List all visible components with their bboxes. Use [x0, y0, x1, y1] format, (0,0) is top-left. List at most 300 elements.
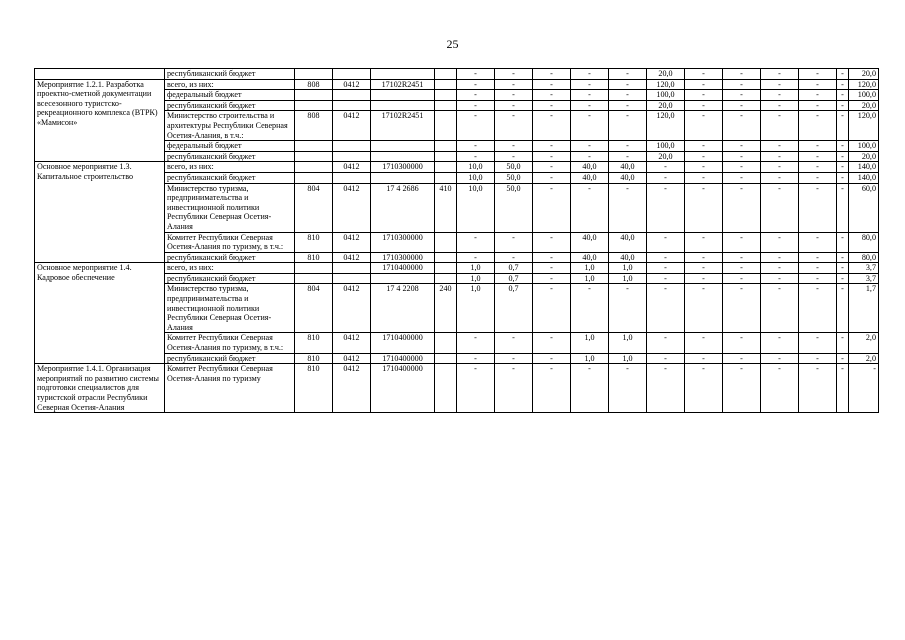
value-cell: - — [495, 333, 533, 353]
value-cell: - — [723, 111, 761, 141]
value-cell: - — [533, 172, 571, 183]
expense-type-cell — [435, 273, 457, 284]
total-cell: 2,0 — [849, 353, 879, 364]
value-cell: 1,0 — [571, 263, 609, 274]
value-cell: 50,0 — [495, 183, 533, 232]
value-cell: - — [799, 162, 837, 173]
value-cell: - — [723, 100, 761, 111]
target-article-cell — [371, 141, 435, 152]
grbs-cell: 810 — [295, 333, 333, 353]
value-cell: - — [571, 79, 609, 90]
measure-cell: Основное мероприятие 1.4. Кадровое обеспечение — [35, 263, 165, 364]
value-cell: - — [685, 79, 723, 90]
target-article-cell: 1710300000 — [371, 252, 435, 263]
value-cell: - — [799, 333, 837, 353]
expense-type-cell — [435, 69, 457, 80]
grbs-cell: 810 — [295, 232, 333, 252]
value-cell: - — [457, 252, 495, 263]
value-cell: - — [533, 263, 571, 274]
value-cell: 50,0 — [495, 162, 533, 173]
total-cell: 3,7 — [849, 273, 879, 284]
table-row — [35, 69, 879, 80]
value-cell: - — [533, 141, 571, 152]
value-cell: - — [457, 141, 495, 152]
value-cell: - — [457, 79, 495, 90]
value-cell: - — [723, 232, 761, 252]
value-cell: - — [723, 183, 761, 232]
value-cell: - — [723, 263, 761, 274]
value-cell: - — [761, 263, 799, 274]
value-cell: - — [533, 252, 571, 263]
source-cell: Министерство туризма, предпринимательства и инвестиционной политики Республики Северная Осетия-Алания — [165, 183, 295, 232]
value-cell: - — [571, 69, 609, 80]
value-cell: - — [685, 353, 723, 364]
value-cell: - — [457, 69, 495, 80]
total-cell: 3,7 — [849, 263, 879, 274]
value-cell: - — [609, 151, 647, 162]
value-cell: - — [457, 353, 495, 364]
grbs-cell: 804 — [295, 183, 333, 232]
value-cell: 1,0 — [609, 273, 647, 284]
section-cell — [333, 263, 371, 274]
total-cell: 20,0 — [849, 69, 879, 80]
value-cell: - — [495, 90, 533, 101]
value-cell: - — [609, 90, 647, 101]
value-cell: 10,0 — [457, 162, 495, 173]
value-cell: - — [723, 69, 761, 80]
value-cell: - — [685, 232, 723, 252]
value-cell: - — [647, 232, 685, 252]
value-cell: - — [723, 284, 761, 333]
section-cell: 0412 — [333, 232, 371, 252]
value-cell: - — [837, 172, 849, 183]
value-cell: - — [761, 100, 799, 111]
value-cell: - — [723, 364, 761, 413]
value-cell: - — [761, 141, 799, 152]
value-cell: - — [799, 353, 837, 364]
value-cell: 0,7 — [495, 273, 533, 284]
section-cell: 0412 — [333, 111, 371, 141]
section-cell: 0412 — [333, 364, 371, 413]
expense-type-cell — [435, 252, 457, 263]
value-cell: - — [647, 364, 685, 413]
total-cell: 1,7 — [849, 284, 879, 333]
value-cell: - — [533, 333, 571, 353]
value-cell: 10,0 — [457, 172, 495, 183]
value-cell: - — [495, 79, 533, 90]
budget-table — [34, 68, 879, 413]
source-cell: республиканский бюджет — [165, 151, 295, 162]
value-cell: 1,0 — [571, 353, 609, 364]
value-cell: - — [647, 252, 685, 263]
value-cell: - — [837, 90, 849, 101]
source-cell: Комитет Республики Северная Осетия-Алания по туризму — [165, 364, 295, 413]
value-cell: - — [533, 364, 571, 413]
value-cell: - — [609, 111, 647, 141]
value-cell: - — [495, 111, 533, 141]
value-cell: - — [837, 252, 849, 263]
value-cell: - — [799, 273, 837, 284]
expense-type-cell — [435, 263, 457, 274]
value-cell: - — [799, 90, 837, 101]
value-cell: - — [685, 90, 723, 101]
value-cell: - — [533, 284, 571, 333]
expense-type-cell — [435, 111, 457, 141]
source-cell: всего, из них: — [165, 263, 295, 274]
value-cell: - — [761, 353, 799, 364]
section-cell — [333, 151, 371, 162]
value-cell: - — [571, 141, 609, 152]
expense-type-cell: 240 — [435, 284, 457, 333]
value-cell: - — [571, 364, 609, 413]
value-cell: - — [609, 79, 647, 90]
total-cell: 100,0 — [849, 141, 879, 152]
value-cell: - — [533, 90, 571, 101]
value-cell: - — [723, 79, 761, 90]
value-cell: 40,0 — [609, 172, 647, 183]
value-cell: - — [495, 100, 533, 111]
value-cell: - — [571, 284, 609, 333]
value-cell: - — [723, 333, 761, 353]
value-cell: - — [723, 141, 761, 152]
grbs-cell: 804 — [295, 284, 333, 333]
value-cell: - — [799, 100, 837, 111]
total-cell: 60,0 — [849, 183, 879, 232]
target-article-cell — [371, 90, 435, 101]
value-cell: - — [647, 263, 685, 274]
value-cell: - — [609, 100, 647, 111]
value-cell: 10,0 — [457, 183, 495, 232]
target-article-cell: 17 4 2686 — [371, 183, 435, 232]
value-cell: - — [761, 183, 799, 232]
section-cell: 0412 — [333, 79, 371, 90]
value-cell: - — [609, 284, 647, 333]
value-cell: - — [495, 232, 533, 252]
value-cell: 40,0 — [609, 232, 647, 252]
value-cell: - — [457, 111, 495, 141]
grbs-cell — [295, 90, 333, 101]
section-cell: 0412 — [333, 353, 371, 364]
value-cell: - — [533, 183, 571, 232]
value-cell: 120,0 — [647, 79, 685, 90]
value-cell: - — [685, 69, 723, 80]
total-cell: - — [849, 364, 879, 413]
value-cell: - — [571, 90, 609, 101]
grbs-cell: 810 — [295, 353, 333, 364]
target-article-cell: 1710400000 — [371, 353, 435, 364]
value-cell: - — [837, 263, 849, 274]
source-cell: всего, из них: — [165, 162, 295, 173]
value-cell: - — [761, 252, 799, 263]
total-cell: 100,0 — [849, 90, 879, 101]
grbs-cell: 810 — [295, 252, 333, 263]
source-cell: республиканский бюджет — [165, 69, 295, 80]
value-cell: - — [761, 151, 799, 162]
target-article-cell — [371, 172, 435, 183]
value-cell: - — [533, 111, 571, 141]
value-cell: - — [533, 151, 571, 162]
grbs-cell — [295, 69, 333, 80]
value-cell: - — [533, 232, 571, 252]
section-cell: 0412 — [333, 183, 371, 232]
value-cell: 0,7 — [495, 263, 533, 274]
table-row — [35, 364, 879, 413]
value-cell: - — [533, 353, 571, 364]
value-cell: - — [761, 172, 799, 183]
value-cell: - — [761, 232, 799, 252]
value-cell: - — [609, 141, 647, 152]
value-cell: - — [799, 141, 837, 152]
value-cell: 20,0 — [647, 151, 685, 162]
measure-cell: Мероприятие 1.2.1. Разработка проектно-сметной документации всесезонного туристско-рекреационного комплекса (ВТРК) «Мамисон» — [35, 79, 165, 162]
target-article-cell: 1710300000 — [371, 162, 435, 173]
value-cell: - — [723, 252, 761, 263]
source-cell: федеральный бюджет — [165, 141, 295, 152]
value-cell: 120,0 — [647, 111, 685, 141]
expense-type-cell — [435, 172, 457, 183]
value-cell: - — [685, 263, 723, 274]
value-cell: - — [761, 333, 799, 353]
value-cell: - — [837, 111, 849, 141]
target-article-cell — [371, 69, 435, 80]
table-row — [35, 263, 879, 274]
value-cell: - — [533, 69, 571, 80]
value-cell: - — [685, 162, 723, 173]
source-cell: Министерство строительства и архитектуры Республики Северная Осетия-Алания, в т.ч.: — [165, 111, 295, 141]
value-cell: 40,0 — [609, 162, 647, 173]
value-cell: - — [837, 183, 849, 232]
value-cell: - — [457, 100, 495, 111]
value-cell: - — [723, 162, 761, 173]
section-cell — [333, 273, 371, 284]
value-cell: - — [723, 90, 761, 101]
total-cell: 80,0 — [849, 252, 879, 263]
value-cell: - — [685, 151, 723, 162]
section-cell: 0412 — [333, 252, 371, 263]
value-cell: - — [761, 111, 799, 141]
expense-type-cell — [435, 353, 457, 364]
value-cell: - — [799, 79, 837, 90]
section-cell: 0412 — [333, 333, 371, 353]
grbs-cell — [295, 172, 333, 183]
source-cell: республиканский бюджет — [165, 353, 295, 364]
value-cell: - — [533, 79, 571, 90]
measure-cell: Мероприятие 1.4.1. Организация мероприятий по развитию системы подготовки специалистов для туристской отрасли Республики Северная Осетия-Алания — [35, 364, 165, 413]
value-cell: - — [799, 232, 837, 252]
value-cell: - — [799, 364, 837, 413]
grbs-cell — [295, 273, 333, 284]
value-cell: - — [723, 172, 761, 183]
value-cell: - — [647, 353, 685, 364]
value-cell: - — [837, 232, 849, 252]
value-cell: 1,0 — [457, 273, 495, 284]
grbs-cell — [295, 162, 333, 173]
value-cell: - — [761, 273, 799, 284]
grbs-cell — [295, 141, 333, 152]
value-cell: 100,0 — [647, 90, 685, 101]
value-cell: - — [495, 353, 533, 364]
total-cell: 120,0 — [849, 111, 879, 141]
value-cell: - — [799, 183, 837, 232]
grbs-cell — [295, 100, 333, 111]
source-cell: республиканский бюджет — [165, 273, 295, 284]
measure-cell — [35, 69, 165, 80]
value-cell: - — [647, 273, 685, 284]
source-cell: республиканский бюджет — [165, 252, 295, 263]
value-cell: - — [685, 364, 723, 413]
value-cell: - — [533, 273, 571, 284]
value-cell: - — [761, 364, 799, 413]
target-article-cell — [371, 273, 435, 284]
source-cell: республиканский бюджет — [165, 100, 295, 111]
grbs-cell: 808 — [295, 79, 333, 90]
value-cell: 40,0 — [609, 252, 647, 263]
total-cell: 20,0 — [849, 100, 879, 111]
table-row — [35, 79, 879, 90]
value-cell: - — [533, 100, 571, 111]
value-cell: 20,0 — [647, 100, 685, 111]
value-cell: - — [837, 273, 849, 284]
expense-type-cell — [435, 162, 457, 173]
value-cell: - — [837, 69, 849, 80]
value-cell: - — [495, 252, 533, 263]
value-cell: - — [647, 284, 685, 333]
value-cell: - — [799, 111, 837, 141]
table-row — [35, 162, 879, 173]
expense-type-cell: 410 — [435, 183, 457, 232]
value-cell: - — [761, 90, 799, 101]
value-cell: - — [837, 284, 849, 333]
value-cell: - — [799, 151, 837, 162]
source-cell: республиканский бюджет — [165, 172, 295, 183]
total-cell: 2,0 — [849, 333, 879, 353]
value-cell: 1,0 — [457, 284, 495, 333]
value-cell: - — [761, 284, 799, 333]
page-number: 25 — [446, 37, 459, 51]
value-cell: - — [799, 284, 837, 333]
expense-type-cell — [435, 232, 457, 252]
value-cell: - — [761, 69, 799, 80]
expense-type-cell — [435, 364, 457, 413]
value-cell: - — [837, 353, 849, 364]
value-cell: - — [647, 172, 685, 183]
expense-type-cell — [435, 90, 457, 101]
grbs-cell: 808 — [295, 111, 333, 141]
grbs-cell — [295, 151, 333, 162]
value-cell: 1,0 — [609, 333, 647, 353]
value-cell: - — [571, 151, 609, 162]
source-cell: Комитет Республики Северная Осетия-Алания по туризму, в т.ч.: — [165, 232, 295, 252]
value-cell: - — [685, 273, 723, 284]
value-cell: - — [799, 172, 837, 183]
value-cell: - — [837, 333, 849, 353]
value-cell: - — [533, 162, 571, 173]
value-cell: - — [571, 111, 609, 141]
section-cell — [333, 172, 371, 183]
value-cell: - — [799, 69, 837, 80]
value-cell: 1,0 — [609, 263, 647, 274]
value-cell: - — [457, 151, 495, 162]
value-cell: - — [647, 183, 685, 232]
source-cell: федеральный бюджет — [165, 90, 295, 101]
source-cell: Комитет Республики Северная Осетия-Алания по туризму, в т.ч.: — [165, 333, 295, 353]
value-cell: - — [837, 79, 849, 90]
value-cell: 40,0 — [571, 172, 609, 183]
value-cell: 100,0 — [647, 141, 685, 152]
target-article-cell: 17 4 2208 — [371, 284, 435, 333]
value-cell: - — [571, 183, 609, 232]
target-article-cell: 1710400000 — [371, 263, 435, 274]
value-cell: - — [685, 252, 723, 263]
value-cell: - — [495, 141, 533, 152]
total-cell: 80,0 — [849, 232, 879, 252]
value-cell: - — [723, 353, 761, 364]
value-cell: 1,0 — [609, 353, 647, 364]
value-cell: - — [837, 151, 849, 162]
target-article-cell: 1710400000 — [371, 364, 435, 413]
value-cell: - — [685, 333, 723, 353]
target-article-cell: 1710400000 — [371, 333, 435, 353]
section-cell — [333, 69, 371, 80]
value-cell: - — [609, 183, 647, 232]
value-cell: 1,0 — [571, 333, 609, 353]
value-cell: - — [609, 69, 647, 80]
value-cell: - — [495, 364, 533, 413]
value-cell: - — [495, 69, 533, 80]
value-cell: 1,0 — [571, 273, 609, 284]
value-cell: 50,0 — [495, 172, 533, 183]
total-cell: 140,0 — [849, 172, 879, 183]
value-cell: - — [723, 273, 761, 284]
value-cell: - — [685, 183, 723, 232]
expense-type-cell — [435, 333, 457, 353]
measure-cell: Основное мероприятие 1.3. Капитальное строительство — [35, 162, 165, 263]
section-cell: 0412 — [333, 162, 371, 173]
value-cell: - — [647, 162, 685, 173]
value-cell: - — [723, 151, 761, 162]
target-article-cell — [371, 100, 435, 111]
value-cell: 40,0 — [571, 252, 609, 263]
expense-type-cell — [435, 141, 457, 152]
expense-type-cell — [435, 151, 457, 162]
value-cell: - — [685, 100, 723, 111]
value-cell: 20,0 — [647, 69, 685, 80]
value-cell: 1,0 — [457, 263, 495, 274]
target-article-cell: 17102R2451 — [371, 111, 435, 141]
value-cell: - — [799, 252, 837, 263]
value-cell: - — [685, 111, 723, 141]
section-cell — [333, 141, 371, 152]
source-cell: Министерство туризма, предпринимательства и инвестиционной политики Республики Северная Осетия-Алания — [165, 284, 295, 333]
value-cell: - — [571, 100, 609, 111]
value-cell: - — [685, 141, 723, 152]
expense-type-cell — [435, 100, 457, 111]
value-cell: - — [457, 90, 495, 101]
target-article-cell: 17102R2451 — [371, 79, 435, 90]
source-cell: всего, из них: — [165, 79, 295, 90]
value-cell: - — [457, 232, 495, 252]
expense-type-cell — [435, 79, 457, 90]
grbs-cell: 810 — [295, 364, 333, 413]
total-cell: 20,0 — [849, 151, 879, 162]
value-cell: 0,7 — [495, 284, 533, 333]
value-cell: - — [495, 151, 533, 162]
value-cell: - — [647, 333, 685, 353]
value-cell: - — [799, 263, 837, 274]
value-cell: 40,0 — [571, 232, 609, 252]
section-cell — [333, 100, 371, 111]
value-cell: - — [609, 364, 647, 413]
